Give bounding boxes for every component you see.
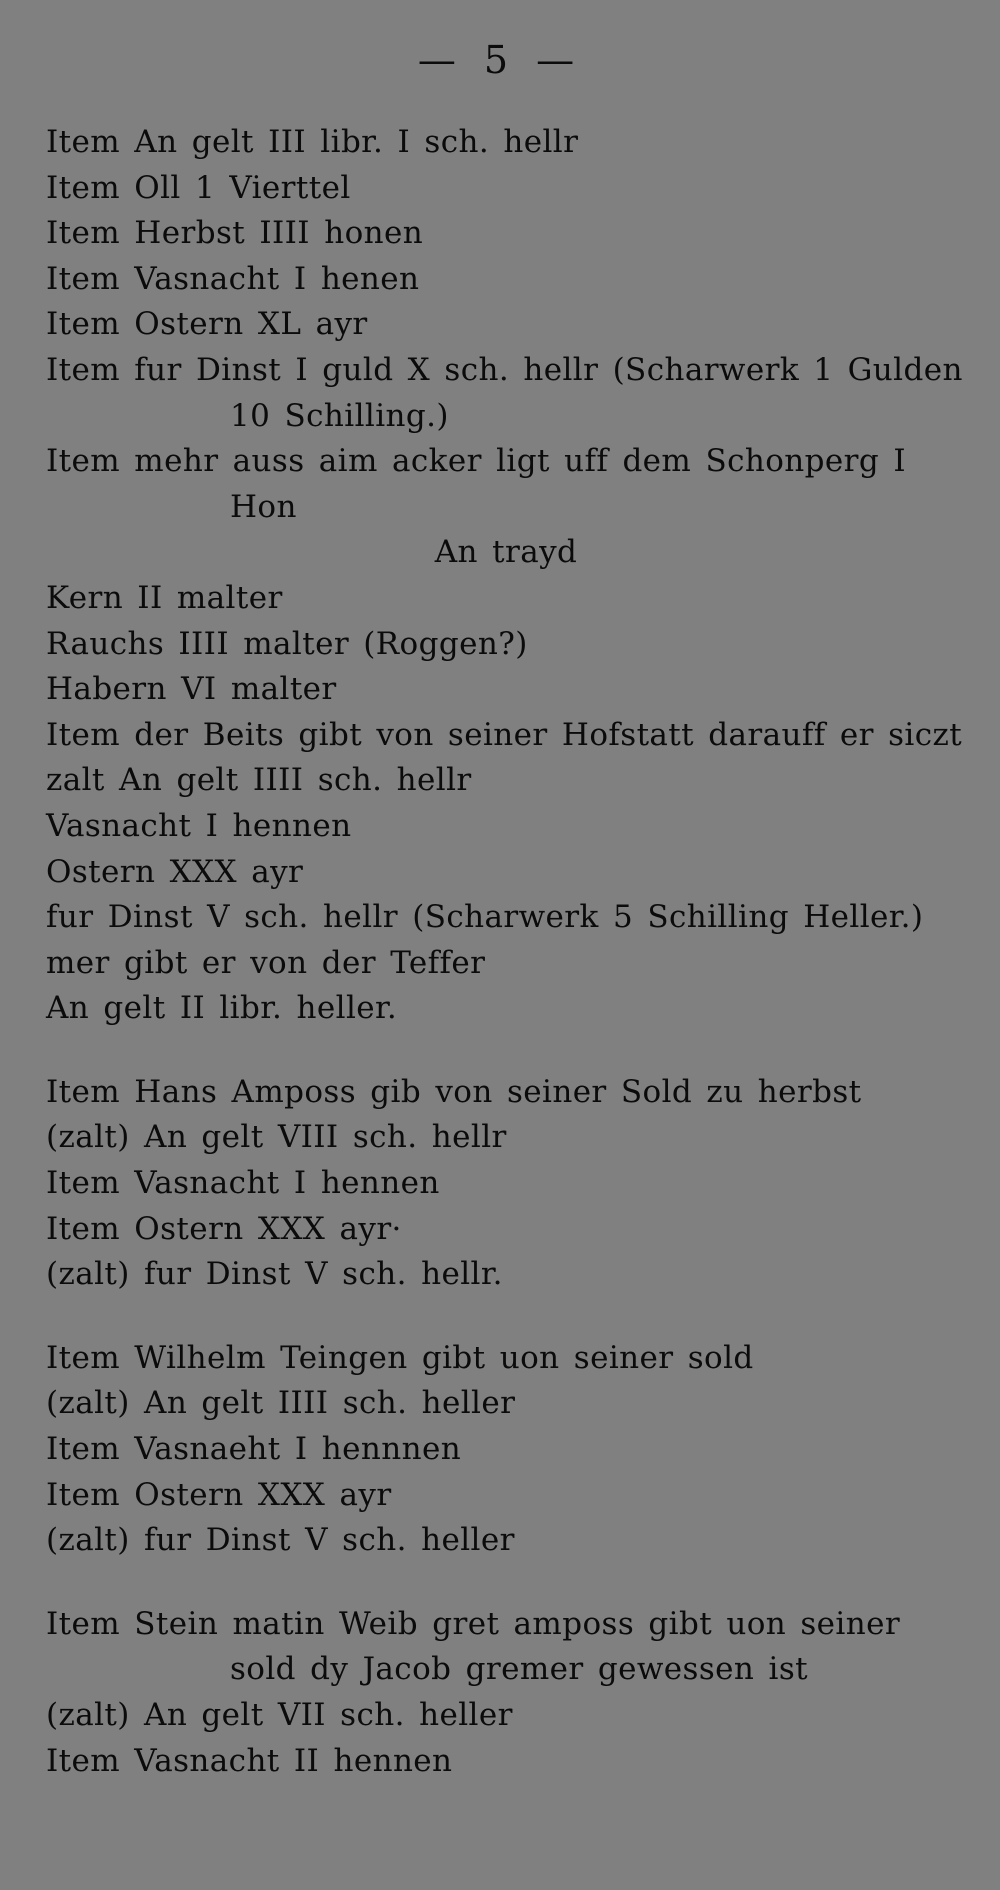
page-number: — 5 —: [417, 38, 583, 82]
document-body: [46, 120, 966, 1784]
text-line: Item der Beits gibt von seiner Hofstatt darauff er siczt: [46, 716, 963, 753]
text-line: Item Wilhelm Teingen gibt uon seiner sold: [46, 1339, 754, 1376]
text-line: Item Vasnacht II hennen: [46, 1742, 453, 1779]
text-line: Item Oll 1 Vierttel: [46, 169, 351, 206]
text-line: (zalt) An gelt VII sch. heller: [46, 1697, 513, 1733]
text-line: Item Herbst IIII honen: [46, 215, 424, 252]
text-line: Item Vasnacht I henen: [46, 260, 420, 297]
text-line: An gelt II libr. heller.: [46, 990, 398, 1027]
text-line: Item fur Dinst I guld X sch. hellr (Scharwerk 1 Gulden: [46, 351, 963, 388]
text-line: (zalt) fur Dinst V sch. heller: [46, 1522, 515, 1559]
text-line: Item An gelt III libr. I sch. hellr: [46, 124, 579, 160]
text-line: Ostern XXX ayr: [46, 853, 304, 890]
paragraph-gap: [46, 1298, 966, 1336]
text-line: (zalt) fur Dinst V sch. hellr.: [46, 1256, 503, 1293]
text-line: mer gibt er von der Teffer: [46, 944, 486, 981]
text-line: Item Ostern XXX ayr·: [46, 1210, 402, 1247]
text-line: 10 Schilling.): [230, 397, 449, 434]
text-line: Rauchs IIII malter (Roggen?): [46, 625, 528, 662]
text-line: sold dy Jacob gremer gewessen ist: [230, 1651, 808, 1688]
text-line: Vasnacht I hennen: [46, 807, 352, 844]
text-line: Item Ostern XXX ayr: [46, 1476, 392, 1513]
text-line: (zalt) An gelt VIII sch. hellr: [46, 1119, 507, 1156]
text-line: zalt An gelt IIII sch. hellr: [46, 762, 472, 799]
text-line: fur Dinst V sch. hellr (Scharwerk 5 Schilling Heller.): [46, 899, 924, 936]
text-line: Kern II malter: [46, 579, 283, 616]
paragraph-gap: [46, 1032, 966, 1070]
paragraph-gap: [46, 1564, 966, 1602]
text-line: Item mehr auss aim acker ligt uff dem Schonperg I: [46, 443, 907, 480]
text-line: Item Hans Amposs gib von seiner Sold zu herbst: [46, 1073, 862, 1110]
text-line: Item Stein matin Weib gret amposs gibt uon seiner: [46, 1605, 901, 1642]
text-line: Hon: [230, 488, 297, 525]
text-line: Habern VI malter: [46, 671, 337, 708]
text-line: Item Vasnaeht I hennnen: [46, 1431, 462, 1468]
text-line: Item Ostern XL ayr: [46, 306, 368, 343]
text-line: (zalt) An gelt IIII sch. heller: [46, 1385, 516, 1422]
section-heading: An trayd: [434, 534, 578, 571]
text-line: Item Vasnacht I hennen: [46, 1165, 440, 1202]
